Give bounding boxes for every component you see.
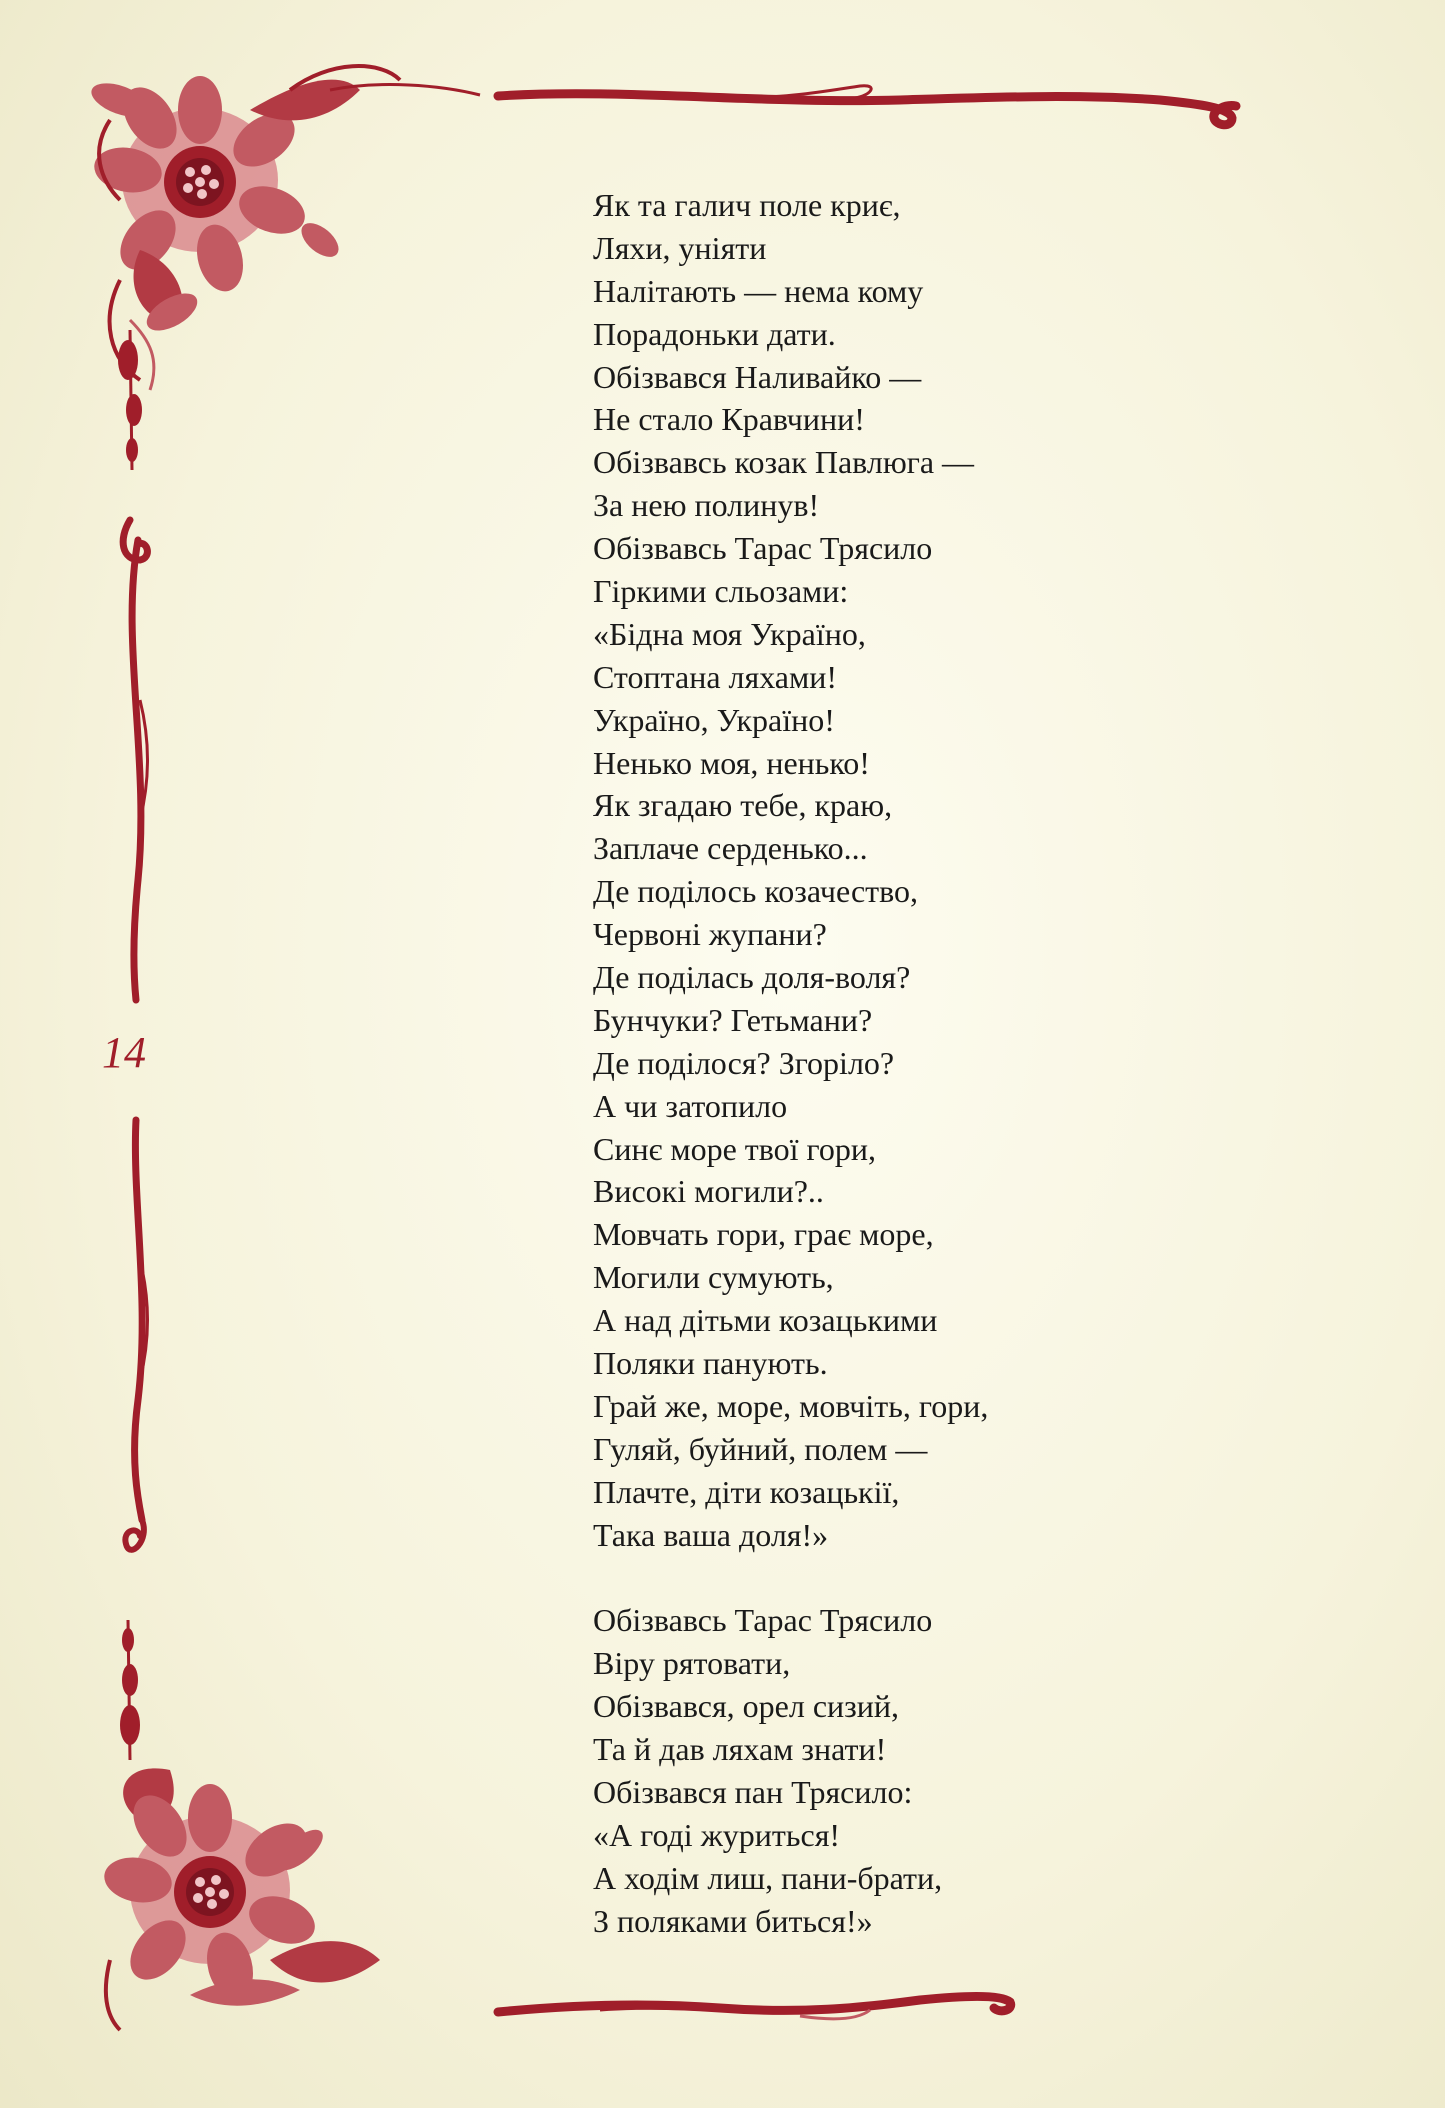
- left-flourish-upper: [123, 520, 147, 1000]
- poem-line: Віру рятовати,: [593, 1645, 791, 1682]
- bottom-flourish: [498, 1997, 1011, 2019]
- bottom-left-flower: [101, 1620, 380, 2030]
- poem-line: За нею полинув!: [593, 487, 820, 524]
- poem-line: Плачте, діти козацькії,: [593, 1473, 900, 1510]
- left-flourish-lower: [125, 1120, 147, 1550]
- top-flourish: [498, 86, 1236, 125]
- poem-line: Де поділося? Згоріло?: [593, 1044, 895, 1081]
- poem-line: Налітають — нема кому: [593, 272, 924, 309]
- poem-line: Стоптана ляхами!: [593, 658, 838, 695]
- poem-line: Обізвався, орел сизий,: [593, 1688, 900, 1725]
- poem-text: [593, 184, 1393, 1943]
- poem-line: Заплаче серденько...: [593, 830, 868, 867]
- poem-line: Поляки панують.: [593, 1345, 828, 1382]
- poem-line: Мовчать гори, грає море,: [593, 1216, 934, 1253]
- poem-line: Де поділось козачество,: [593, 873, 919, 910]
- poem-line: Грай же, море, мовчіть, гори,: [593, 1387, 989, 1424]
- poem-line: А ходім лиш, пани-брати,: [593, 1859, 943, 1896]
- poem-line: Обізвався пан Трясило:: [593, 1773, 913, 1810]
- poem-line: Синє море твої гори,: [593, 1130, 876, 1167]
- poem-line: Де поділась доля-воля?: [593, 959, 911, 996]
- poem-line: Гуляй, буйний, полем —: [593, 1430, 928, 1467]
- poem-stanza-2: [593, 1599, 1393, 1942]
- poem-line: Обізвавсь Тарас Трясило: [593, 530, 933, 567]
- poem-line: Україно, Україно!: [593, 701, 835, 738]
- poem-line: Не стало Кравчини!: [593, 401, 865, 438]
- page-number: 14: [102, 1028, 146, 1077]
- stanza-break: [593, 1557, 1393, 1600]
- poem-line: Бунчуки? Гетьмани?: [593, 1001, 873, 1038]
- poem-stanza-1: [593, 184, 1393, 1557]
- poem-line: Така ваша доля!»: [593, 1516, 829, 1553]
- poem-line: Обізвався Наливайко —: [593, 358, 922, 395]
- poem-line: А над дітьми козацькими: [593, 1302, 938, 1339]
- poem-line: Високі могили?..: [593, 1173, 824, 1210]
- poem-line: Обізвавсь Тарас Трясило: [593, 1602, 933, 1639]
- poem-line: Ненько моя, ненько!: [593, 744, 870, 781]
- poem-line: Та й дав ляхам знати!: [593, 1731, 887, 1768]
- poem-line: З поляками биться!»: [593, 1902, 873, 1939]
- poem-line: Ляхи, уніяти: [593, 229, 767, 266]
- poem-line: «А годі журиться!: [593, 1816, 841, 1853]
- poem-line: Червоні жупани?: [593, 916, 827, 953]
- poem-line: А чи затопило: [593, 1087, 788, 1124]
- poem-line: Як згадаю тебе, краю,: [593, 787, 893, 824]
- poem-line: «Бідна моя Україно,: [593, 615, 866, 652]
- poem-line: Як та галич поле криє,: [593, 187, 901, 223]
- top-left-flower: [87, 66, 480, 470]
- poem-line: Обізвавсь козак Павлюга —: [593, 444, 975, 481]
- poem-line: Порадоньки дати.: [593, 315, 836, 352]
- poem-line: Могили сумують,: [593, 1259, 834, 1296]
- poem-line: Гіркими сльозами:: [593, 573, 849, 610]
